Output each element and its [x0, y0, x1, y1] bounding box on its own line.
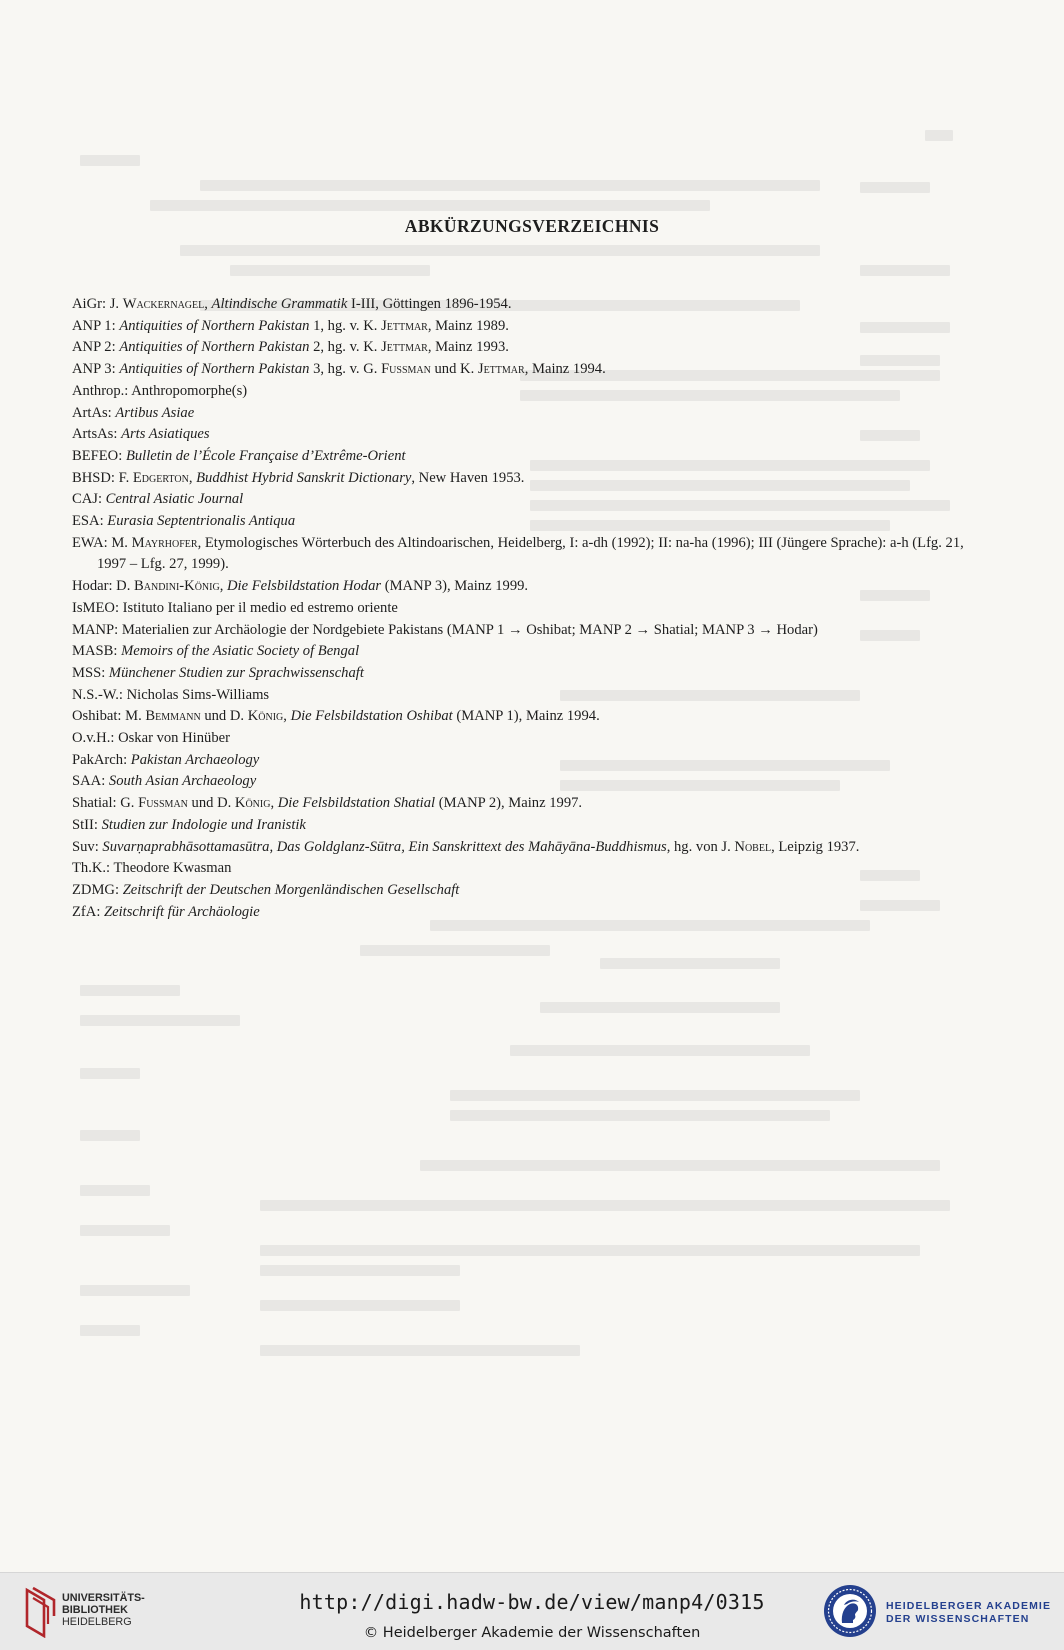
abbreviation-key: IsMEO:	[72, 599, 120, 616]
abbreviation-key: Oshibat:	[72, 708, 122, 725]
abbreviation-expansion: M.	[107, 534, 132, 551]
abbreviation-entry	[72, 381, 972, 403]
abbreviation-expansion: ,	[283, 708, 291, 725]
abbreviation-expansion: Artibus Asiae	[115, 404, 195, 421]
abbreviation-key: PakArch:	[72, 751, 128, 768]
abbreviation-key: MANP:	[72, 621, 119, 638]
abbreviation-expansion: Fussman	[381, 361, 431, 378]
abbreviation-expansion: ,	[219, 578, 228, 595]
library-name-line-3: HEIDELBERG	[62, 1616, 132, 1628]
abbreviation-entry	[72, 902, 972, 924]
abbreviation-key: ANP 1:	[72, 317, 116, 334]
abbreviation-entry	[72, 316, 972, 338]
abbreviation-expansion: (MANP 3), Mainz 1999.	[381, 578, 529, 595]
abbreviation-entry	[72, 858, 972, 880]
abbreviation-expansion: Fussman	[138, 795, 188, 812]
abbreviation-expansion: Zeitschrift für Archäologie	[104, 903, 260, 920]
abbreviation-expansion: Altindische Grammatik	[211, 296, 348, 312]
abbreviation-expansion: Jettmar	[477, 361, 525, 378]
abbreviation-expansion: Wackernagel	[122, 296, 205, 312]
academy-name	[886, 1600, 1051, 1626]
abbreviation-key: BHSD:	[72, 469, 115, 486]
abbreviation-entry	[72, 598, 972, 620]
abbreviation-key: ESA:	[72, 513, 104, 530]
abbreviation-entry	[72, 533, 972, 576]
abbreviation-key: Suv:	[72, 838, 99, 855]
copyright-notice: © Heidelberger Akademie der Wissenschaften	[363, 1625, 701, 1641]
abbreviation-entry	[72, 706, 972, 728]
abbreviation-expansion: , Mainz 1989.	[427, 317, 509, 334]
abbreviation-list	[72, 294, 972, 923]
abbreviation-expansion: Jettmar	[381, 339, 428, 356]
abbreviation-key: EWA:	[72, 534, 108, 551]
abbreviation-expansion: Antiquities of Northern Pakistan	[119, 317, 310, 334]
abbreviation-expansion: Theodore Kwasman	[110, 860, 232, 877]
abbreviation-entry	[72, 750, 972, 772]
abbreviation-expansion: D.	[112, 578, 135, 595]
abbreviation-expansion: Bulletin de l’École Française d’Extrême-Orient	[125, 447, 406, 464]
abbreviation-expansion: ,	[270, 795, 278, 812]
abbreviation-expansion: , New Haven 1953.	[411, 469, 525, 486]
abbreviation-entry	[72, 837, 972, 859]
abbreviation-expansion: F.	[114, 469, 133, 486]
abbreviation-expansion: (MANP 1), Mainz 1994.	[452, 708, 600, 725]
abbreviation-entry	[72, 424, 972, 446]
abbreviation-expansion: Zeitschrift der Deutschen Morgenländischen Gesellschaft	[122, 881, 460, 898]
abbreviation-expansion: Materialien zur Archäologie der Nordgebiete Pakistans (MANP 1 → Oshibat; MANP 2 → Shatial; MANP 3 → Hodar)	[118, 621, 818, 638]
abbreviation-entry	[72, 294, 972, 316]
abbreviation-expansion: Suvarṇaprabhāsottamasūtra, Das Goldglanz-Sūtra, Ein Sanskrittext des Mahāyāna-Buddhismus	[102, 838, 667, 855]
abbreviation-expansion: Arts Asiatiques	[121, 426, 210, 443]
abbreviation-key: O.v.H.:	[72, 730, 115, 747]
abbreviation-key: MASB:	[72, 643, 118, 660]
library-name-line-2: BIBLIOTHEK	[62, 1604, 128, 1616]
abbreviation-key: StII:	[72, 816, 98, 833]
abbreviation-expansion: Antiquities of Northern Pakistan	[119, 339, 310, 356]
abbreviation-expansion: Buddhist Hybrid Sanskrit Dictionary	[196, 469, 412, 486]
abbreviation-expansion: South Asian Archaeology	[108, 773, 257, 790]
abbreviation-expansion: und D.	[200, 708, 248, 725]
abbreviation-expansion: , Mainz 1994.	[524, 361, 606, 378]
abbreviation-key: N.S.-W.:	[72, 686, 123, 703]
abbreviation-key: ZfA:	[72, 903, 101, 920]
abbreviation-expansion: , Mainz 1993.	[427, 339, 509, 356]
abbreviation-expansion: Münchener Studien zur Sprachwissenschaft	[108, 664, 364, 681]
abbreviation-entry	[72, 511, 972, 533]
academy-name-line-2: DER WISSENSCHAFTEN	[886, 1613, 1030, 1625]
abbreviation-expansion: Die Felsbildstation Shatial	[277, 795, 436, 812]
abbreviation-entry	[72, 728, 972, 750]
abbreviation-key: Th.K.:	[72, 860, 111, 877]
abbreviation-expansion: 1, hg. v. K.	[309, 317, 382, 334]
abbreviation-entry	[72, 685, 972, 707]
abbreviation-key: ANP 2:	[72, 339, 116, 356]
abbreviation-entry	[72, 446, 972, 468]
abbreviation-entry	[72, 663, 972, 685]
abbreviation-entry	[72, 576, 972, 598]
abbreviation-expansion: M.	[121, 708, 146, 725]
page-title: ABKÜRZUNGSVERZEICHNIS	[404, 216, 660, 236]
abbreviation-expansion: , hg. von J.	[666, 838, 735, 855]
abbreviation-key: MSS:	[72, 664, 106, 681]
abbreviation-entry	[72, 489, 972, 511]
abbreviation-expansion: , Etymologisches Wörterbuch des Altindoarischen, Heidelberg, I: a-dh (1992); II: na-ha (1996); III (Jüngere Sprache): a-h (Lfg. 21, 1997 – Lfg. 27, 1999).	[97, 534, 968, 573]
abbreviation-expansion: Jettmar	[381, 317, 428, 334]
permalink-url[interactable]: http://digi.hadw-bw.de/view/manp4/0315	[299, 1590, 765, 1614]
abbreviation-expansion: Mayrhofer	[131, 534, 198, 551]
abbreviation-expansion: Die Felsbildstation Oshibat	[290, 708, 453, 725]
abbreviation-expansion: König	[234, 795, 271, 812]
abbreviation-expansion: Studien zur Indologie und Iranistik	[101, 816, 306, 833]
abbreviation-expansion: und K.	[430, 361, 478, 378]
abbreviation-expansion: König	[247, 708, 284, 725]
footer-bar	[0, 1572, 1064, 1650]
abbreviation-key: CAJ:	[72, 491, 103, 508]
abbreviation-expansion: G.	[116, 795, 139, 812]
abbreviation-key: Hodar:	[72, 578, 113, 595]
abbreviation-expansion: 3, hg. v. G.	[309, 361, 382, 378]
abbreviation-key: Shatial:	[72, 795, 117, 812]
abbreviation-expansion: ,	[188, 469, 197, 486]
abbreviation-expansion: Istituto Italiano per il medio ed estremo oriente	[119, 599, 398, 616]
abbreviation-entry	[72, 403, 972, 425]
abbreviation-entry	[72, 771, 972, 793]
abbreviation-expansion: I-III, Göttingen 1896-1954.	[347, 296, 512, 312]
abbreviation-entry	[72, 468, 972, 490]
library-name-line-1: UNIVERSITÄTS-	[62, 1592, 145, 1604]
abbreviation-expansion: Anthropomorphe(s)	[128, 382, 248, 399]
abbreviation-key: ZDMG:	[72, 881, 120, 898]
abbreviation-expansion: Nicholas Sims-Williams	[122, 686, 270, 703]
abbreviation-entry	[72, 815, 972, 837]
abbreviation-expansion: 2, hg. v. K.	[309, 339, 382, 356]
abbreviation-expansion: Eurasia Septentrionalis Antiqua	[107, 513, 296, 530]
abbreviation-expansion: Nobel	[734, 838, 772, 855]
abbreviation-expansion: ,	[204, 296, 212, 312]
abbreviation-entry	[72, 359, 972, 381]
abbreviation-key: AiGr:	[72, 296, 107, 312]
abbreviation-entry	[72, 620, 972, 642]
abbreviation-expansion: Antiquities of Northern Pakistan	[119, 361, 310, 378]
abbreviation-expansion: Pakistan Archaeology	[130, 751, 260, 768]
abbreviation-entry	[72, 337, 972, 359]
abbreviation-expansion: Bandini-König	[134, 578, 220, 595]
abbreviation-expansion: und D.	[187, 795, 235, 812]
academy-name-line-1: HEIDELBERGER AKADEMIE	[886, 1600, 1052, 1612]
abbreviation-entry	[72, 641, 972, 663]
abbreviation-entry	[72, 793, 972, 815]
abbreviation-expansion: Edgerton	[132, 469, 189, 486]
abbreviation-expansion: Memoirs of the Asiatic Society of Bengal	[121, 643, 360, 660]
abbreviation-expansion: J.	[106, 296, 123, 312]
academy-seal-icon	[822, 1583, 878, 1639]
abbreviation-key: BEFEO:	[72, 447, 123, 464]
abbreviation-key: SAA:	[72, 773, 106, 790]
abbreviation-key: ANP 3:	[72, 361, 116, 378]
abbreviation-key: ArtAs:	[72, 404, 112, 421]
abbreviation-expansion: Central Asiatic Journal	[105, 491, 244, 508]
abbreviation-entry	[72, 880, 972, 902]
abbreviation-key: ArtsAs:	[72, 426, 118, 443]
abbreviation-expansion: (MANP 2), Mainz 1997.	[435, 795, 583, 812]
abbreviation-expansion: Bemmann	[145, 708, 201, 725]
abbreviation-expansion: Die Felsbildstation Hodar	[227, 578, 382, 595]
abbreviation-expansion: Oskar von Hinüber	[114, 730, 230, 747]
abbreviation-key: Anthrop.:	[72, 382, 129, 399]
abbreviation-expansion: , Leipzig 1937.	[771, 838, 860, 855]
